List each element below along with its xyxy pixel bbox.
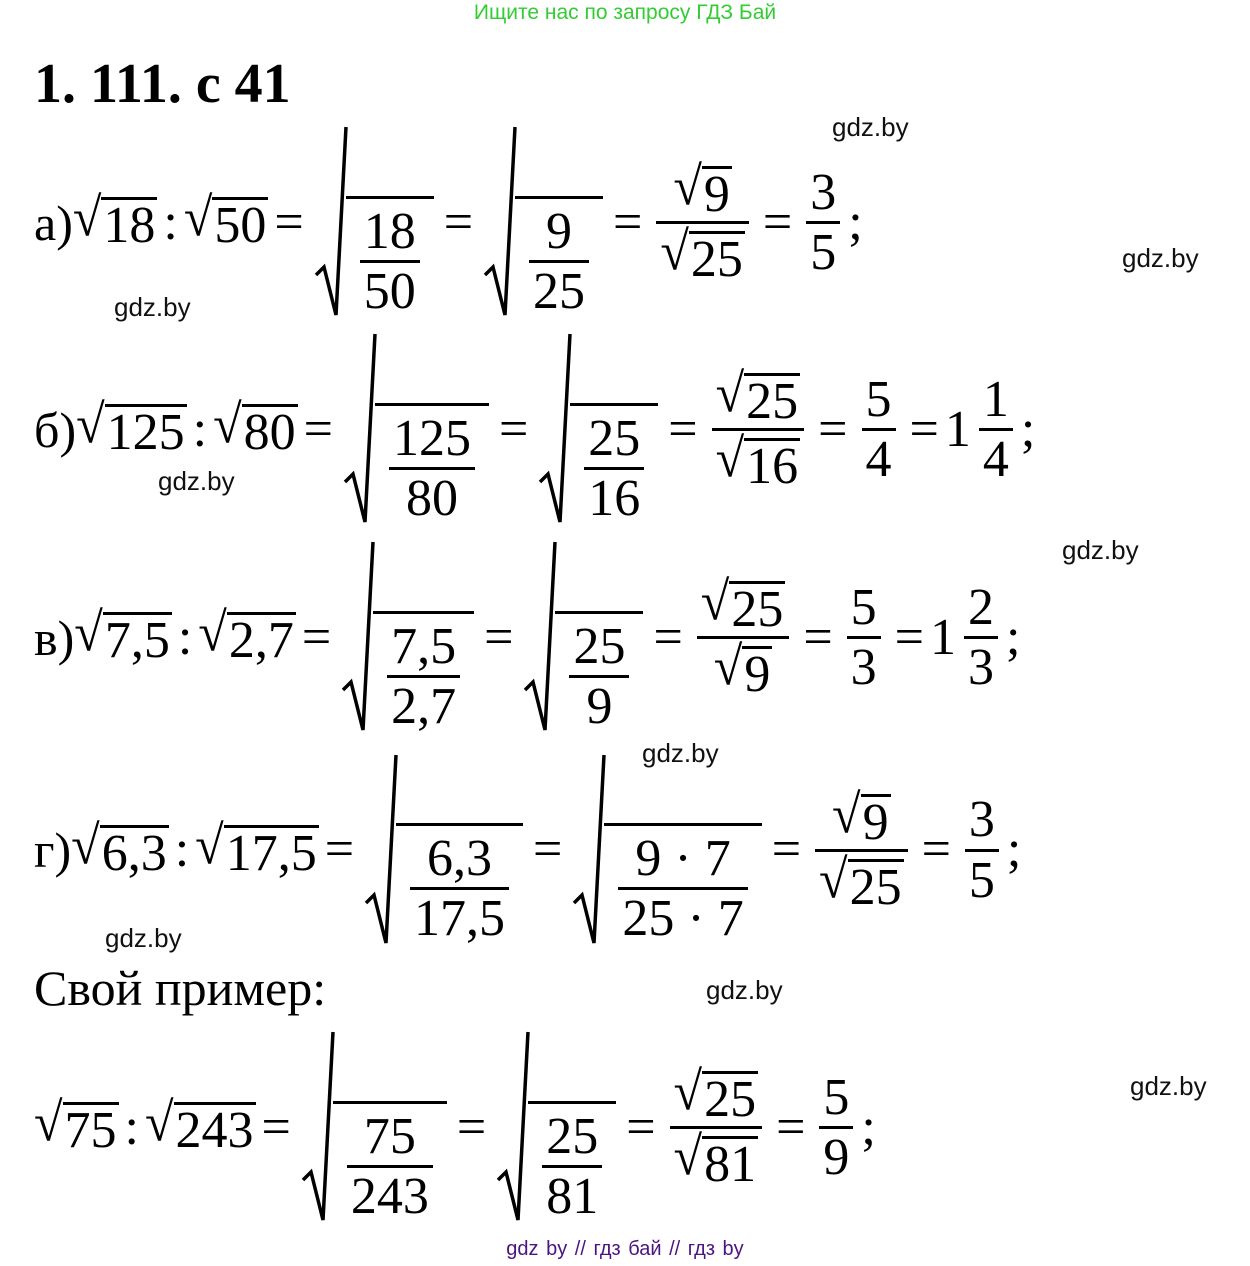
sqrt-expression: √ 125 [76, 395, 185, 461]
sqrt-fraction: $\frac{75}{243}$ [301, 1030, 447, 1225]
watermark: gdz.by [706, 975, 783, 1005]
equals-sign: = [484, 608, 514, 666]
sqrt-fraction: $\frac{25}{9}$ [523, 540, 643, 735]
sqrt-expression: √ 6,3 [71, 815, 167, 882]
sqrt-fraction: $\frac{6,3}{17,5}$ [364, 753, 523, 948]
sqrt-expression: √ 243 [145, 1093, 254, 1159]
fraction-of-roots: √ 25 √ 16 [712, 366, 805, 493]
watermark: gdz.by [1062, 535, 1139, 565]
equals-sign: = [626, 1098, 656, 1156]
fraction-of-roots: √ 9 √ 25 [656, 159, 749, 286]
mixed-number: 1 $\frac{1}{4}$ [945, 371, 1021, 488]
sqrt-fraction: $\frac{25}{81}$ [496, 1030, 616, 1225]
equals-sign: = [818, 400, 848, 458]
equals-sign: = [261, 1098, 291, 1156]
semicolon: ; [861, 1098, 876, 1156]
sqrt-expression: √ 2,7 [198, 603, 294, 669]
sqrt-fraction: $\frac{25}{16}$ [538, 332, 658, 527]
division-sign: : [124, 1098, 139, 1156]
semicolon: ; [1020, 400, 1036, 458]
equals-sign: = [303, 400, 333, 458]
own-example-heading: Свой пример: [34, 960, 327, 1016]
equals-sign: = [443, 193, 474, 251]
sqrt-expression: √ 17,5 [195, 815, 317, 882]
equals-sign: = [668, 400, 698, 458]
watermark: gdz.by [1130, 1071, 1207, 1101]
fraction-of-roots: √ 25 √ 81 [670, 1064, 763, 1191]
sqrt-expression: √ 75 [34, 1093, 117, 1159]
result-fraction: $\frac{5}{3}$ [847, 579, 881, 696]
sqrt-expression: √ 80 [213, 395, 296, 461]
search-banner[interactable]: Ищите нас по запросу ГДЗ Бай [473, 1, 777, 24]
division-sign: : [177, 608, 193, 666]
semicolon: ; [1006, 608, 1021, 666]
own-example [34, 1030, 876, 1225]
equals-sign: = [921, 821, 951, 878]
equals-sign: = [909, 400, 939, 458]
equals-sign: = [274, 193, 304, 251]
fraction-of-roots: √ 25 √ 9 [697, 574, 790, 701]
equals-sign: = [803, 608, 833, 666]
problem-label: в) [34, 609, 75, 666]
semicolon: ; [848, 193, 863, 251]
sqrt-fraction: $\frac{18}{50}$ [314, 125, 434, 320]
sqrt-fraction: $\frac{7,5}{2,7}$ [341, 540, 474, 735]
result-fraction: $\frac{5}{9}$ [819, 1069, 853, 1186]
equals-sign: = [771, 821, 802, 878]
sqrt-fraction: $\frac{9}{25}$ [483, 125, 603, 320]
problem-a [34, 125, 863, 320]
result-fraction: $\frac{5}{4}$ [862, 371, 896, 488]
watermark: gdz.by [105, 923, 182, 953]
problem-g [34, 750, 1021, 950]
watermark: gdz.by [642, 738, 719, 768]
division-sign: : [174, 821, 190, 878]
sqrt-expression: √ 18 [72, 188, 156, 254]
equals-sign: = [498, 400, 529, 458]
fraction-of-roots: √ 9 √ 25 [815, 787, 908, 914]
problem-label: а) [34, 194, 73, 251]
division-sign: : [163, 193, 178, 251]
equals-sign: = [776, 1098, 806, 1156]
semicolon: ; [1006, 821, 1022, 878]
equals-sign: = [613, 193, 643, 251]
equals-sign: = [894, 608, 924, 666]
mixed-number: 1 $\frac{2}{3}$ [930, 579, 1006, 696]
result-fraction: $\frac{3}{5}$ [806, 164, 840, 281]
equals-sign: = [653, 608, 683, 666]
watermark: gdz.by [158, 466, 235, 496]
sqrt-expression: √ 50 [183, 188, 267, 254]
watermark: gdz.by [832, 112, 909, 142]
equals-sign: = [762, 193, 793, 251]
equals-sign: = [324, 821, 355, 878]
watermark: gdz.by [1122, 243, 1199, 273]
result-fraction: $\frac{3}{5}$ [965, 791, 999, 908]
watermark: gdz.by [114, 292, 191, 322]
sqrt-expression: √ 7,5 [74, 603, 170, 669]
sqrt-fraction: $\frac{125}{80}$ [343, 332, 489, 527]
equals-sign: = [533, 821, 563, 878]
problem-label: б) [34, 401, 77, 458]
division-sign: : [192, 400, 208, 458]
equals-sign: = [456, 1098, 487, 1156]
page-title: 1. 111. с 41 [34, 53, 291, 115]
sqrt-fraction: $\frac{9 \cdot 7}{25 \cdot 7}$ [572, 753, 761, 948]
problem-b [34, 332, 1035, 527]
problem-v [34, 540, 1020, 735]
footer-links[interactable]: gdz by // гдз бай // гдз by [506, 1238, 744, 1260]
problem-label: г) [34, 822, 72, 878]
equals-sign: = [301, 608, 332, 666]
